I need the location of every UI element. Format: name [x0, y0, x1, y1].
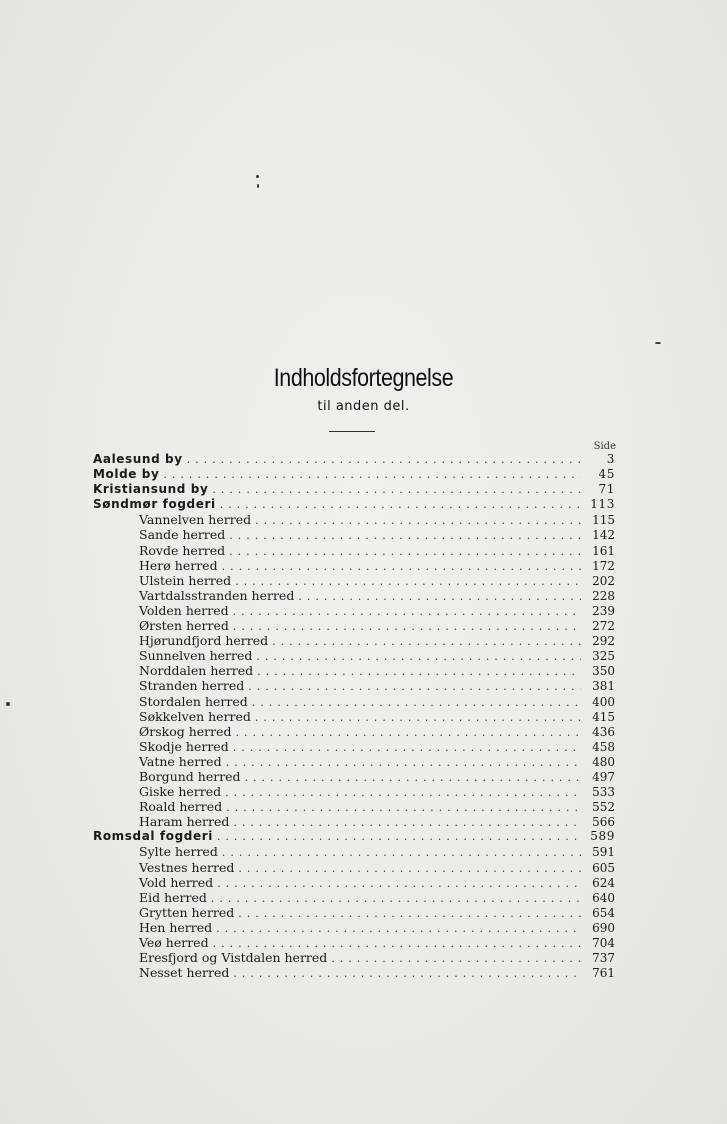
dot-leader	[229, 815, 581, 830]
dot-leader	[229, 740, 581, 755]
toc-entry-title: Veø herred	[139, 935, 209, 950]
toc-entry-page: 566	[592, 815, 615, 830]
toc-entry-title: Hjørundfjord herred	[139, 633, 269, 649]
dot-leader	[327, 951, 581, 966]
dot-leader	[231, 574, 581, 589]
toc-entry-page: 552	[592, 800, 615, 815]
dot-leader	[248, 695, 581, 710]
toc-entry-title: Haram herred	[139, 814, 230, 830]
dot-leader	[159, 467, 581, 482]
toc-entry-title: Roald herred	[139, 799, 223, 815]
toc-entry-title: Vestnes herred	[139, 859, 235, 875]
ink-speck	[257, 184, 259, 188]
toc-entry-page: 704	[592, 936, 615, 950]
dot-leader	[218, 845, 581, 860]
toc-entry-page: 113	[590, 497, 615, 512]
dot-leader	[222, 800, 581, 815]
toc-entry-title: Ørskog herred	[139, 723, 232, 739]
toc-entry-page: 228	[592, 588, 615, 603]
dot-leader	[268, 634, 581, 649]
dot-leader	[294, 589, 581, 604]
toc-entry-page: 415	[592, 709, 615, 724]
toc-entry	[93, 512, 615, 527]
toc-entry	[93, 558, 615, 573]
dot-leader	[229, 604, 581, 619]
toc-entry	[93, 860, 615, 875]
toc-entry-page: 605	[592, 860, 615, 875]
toc-entry	[93, 950, 615, 965]
toc-entry	[93, 678, 615, 693]
toc-entry-page: 292	[592, 634, 615, 649]
toc-entry-title: Ørsten herred	[139, 618, 229, 634]
dot-leader	[208, 482, 581, 497]
toc-entry-page: 381	[592, 679, 615, 694]
toc-entry-title: Hen herred	[139, 919, 213, 935]
toc-entry-page: 480	[592, 754, 615, 769]
toc-entry	[93, 739, 615, 754]
dot-leader	[253, 664, 581, 679]
dot-leader	[213, 876, 581, 891]
toc-entry-title: Sylte herred	[139, 844, 218, 860]
toc-entry-page: 172	[592, 558, 615, 573]
dot-leader	[252, 649, 581, 664]
toc-entry	[93, 527, 615, 542]
toc-entry	[93, 482, 615, 497]
toc-entry	[93, 784, 615, 799]
toc-entry	[93, 754, 615, 769]
toc-entry	[93, 709, 615, 724]
toc-entry-title: Stranden herred	[139, 678, 245, 694]
toc-entry-page: 533	[592, 785, 615, 800]
dot-leader	[251, 710, 581, 725]
toc-entry-title: Eid herred	[139, 889, 207, 905]
toc-entry-page: 161	[592, 543, 615, 558]
toc-entry-title: Volden herred	[139, 602, 229, 618]
ink-speck	[6, 702, 10, 706]
toc-entry	[93, 694, 615, 709]
toc-entry-title: Nesset herred	[139, 965, 230, 981]
toc-entry-title: Kristiansund by	[93, 482, 209, 497]
toc-entry	[93, 769, 615, 784]
toc-entry	[93, 890, 615, 905]
title-divider	[329, 431, 375, 432]
toc-entry	[93, 844, 615, 859]
toc-entry-title: Eresfjord og Vistdalen herred	[139, 950, 328, 966]
dot-leader	[229, 966, 581, 981]
toc-entry-page: 71	[598, 482, 615, 497]
toc-entry-title: Vartdalsstranden herred	[139, 587, 295, 603]
toc-entry-title: Søndmør fogderi	[93, 497, 216, 512]
toc-entry-title: Stordalen herred	[139, 693, 248, 709]
toc-entry	[93, 648, 615, 663]
dot-leader	[234, 906, 581, 921]
dot-leader	[218, 559, 581, 574]
dot-leader	[213, 829, 581, 844]
dot-leader	[209, 936, 581, 951]
toc-entry-title: Aalesund by	[93, 452, 183, 466]
dot-leader	[207, 891, 581, 906]
toc-entry-page: 325	[592, 649, 615, 664]
toc-entry-page: 436	[592, 724, 615, 739]
toc-entry	[93, 588, 615, 603]
table-of-contents	[93, 452, 615, 980]
toc-entry-page: 239	[592, 603, 615, 618]
toc-entry	[93, 905, 615, 920]
toc-entry-title: Molde by	[93, 467, 160, 482]
page-title: Indholdsfortegnelse	[273, 364, 454, 392]
dot-leader	[229, 619, 581, 634]
toc-entry-title: Grytten herred	[139, 904, 235, 920]
dot-leader	[221, 785, 581, 800]
toc-entry-page: 640	[592, 890, 615, 905]
toc-entry-title: Skodje herred	[139, 738, 229, 754]
dot-leader	[241, 770, 581, 785]
toc-entry-page: 458	[592, 739, 615, 754]
toc-entry-title: Romsdal fogderi	[93, 829, 213, 844]
ink-speck	[655, 342, 661, 344]
toc-entry-title: Vannelven herred	[139, 512, 252, 528]
toc-entry	[93, 875, 615, 890]
toc-entry	[93, 633, 615, 648]
dot-leader	[234, 861, 581, 876]
toc-entry-page: 45	[598, 467, 615, 482]
toc-entry-page: 654	[592, 905, 615, 920]
toc-entry-page: 737	[592, 951, 615, 966]
toc-entry-page: 400	[592, 694, 615, 709]
toc-entry	[93, 497, 615, 512]
toc-entry	[93, 573, 615, 588]
toc-entry-title: Borgund herred	[139, 768, 241, 784]
toc-entry	[93, 814, 615, 829]
dot-leader	[232, 725, 581, 740]
toc-entry-page: 350	[592, 664, 615, 679]
toc-entry	[93, 618, 615, 633]
toc-entry-title: Rovde herred	[139, 542, 226, 558]
toc-entry	[93, 467, 615, 482]
toc-entry-page: 497	[592, 769, 615, 784]
dot-leader	[225, 544, 581, 559]
dot-leader	[212, 921, 581, 936]
toc-entry-title: Søkkelven herred	[139, 708, 251, 724]
toc-entry-title: Ulstein herred	[139, 572, 232, 588]
toc-entry	[93, 935, 615, 950]
dot-leader	[222, 755, 581, 770]
toc-entry-page: 624	[592, 875, 615, 890]
dot-leader	[244, 679, 581, 694]
toc-entry-page: 761	[592, 966, 615, 981]
toc-entry	[93, 663, 615, 678]
toc-entry-title: Sunnelven herred	[139, 648, 253, 664]
toc-entry-page: 202	[592, 573, 615, 588]
ink-speck	[256, 175, 259, 178]
toc-entry-title: Giske herred	[139, 784, 222, 800]
toc-entry-page: 272	[592, 619, 615, 634]
toc-entry	[93, 603, 615, 618]
toc-entry-page: 3	[606, 452, 615, 466]
page-column-label: Side	[593, 441, 616, 452]
page-subtitle: til anden del.	[317, 399, 410, 414]
dot-leader	[251, 513, 581, 528]
toc-entry	[93, 829, 615, 844]
toc-entry-page: 589	[590, 829, 615, 844]
dot-leader	[225, 528, 581, 543]
toc-entry-page: 690	[592, 920, 615, 935]
toc-entry	[93, 920, 615, 935]
toc-entry	[93, 799, 615, 814]
toc-entry-page: 142	[592, 528, 615, 543]
toc-entry	[93, 543, 615, 558]
toc-entry-title: Norddalen herred	[139, 663, 254, 679]
toc-entry-title: Vatne herred	[139, 753, 222, 769]
dot-leader	[216, 497, 581, 512]
toc-entry-page: 115	[592, 513, 615, 528]
dot-leader	[183, 452, 581, 467]
toc-entry	[93, 724, 615, 739]
toc-entry-page: 591	[592, 845, 615, 860]
toc-entry	[93, 452, 615, 467]
toc-entry-title: Sande herred	[139, 527, 226, 543]
toc-entry	[93, 965, 615, 980]
toc-entry-title: Herø herred	[139, 557, 218, 573]
toc-entry-title: Vold herred	[139, 874, 214, 890]
